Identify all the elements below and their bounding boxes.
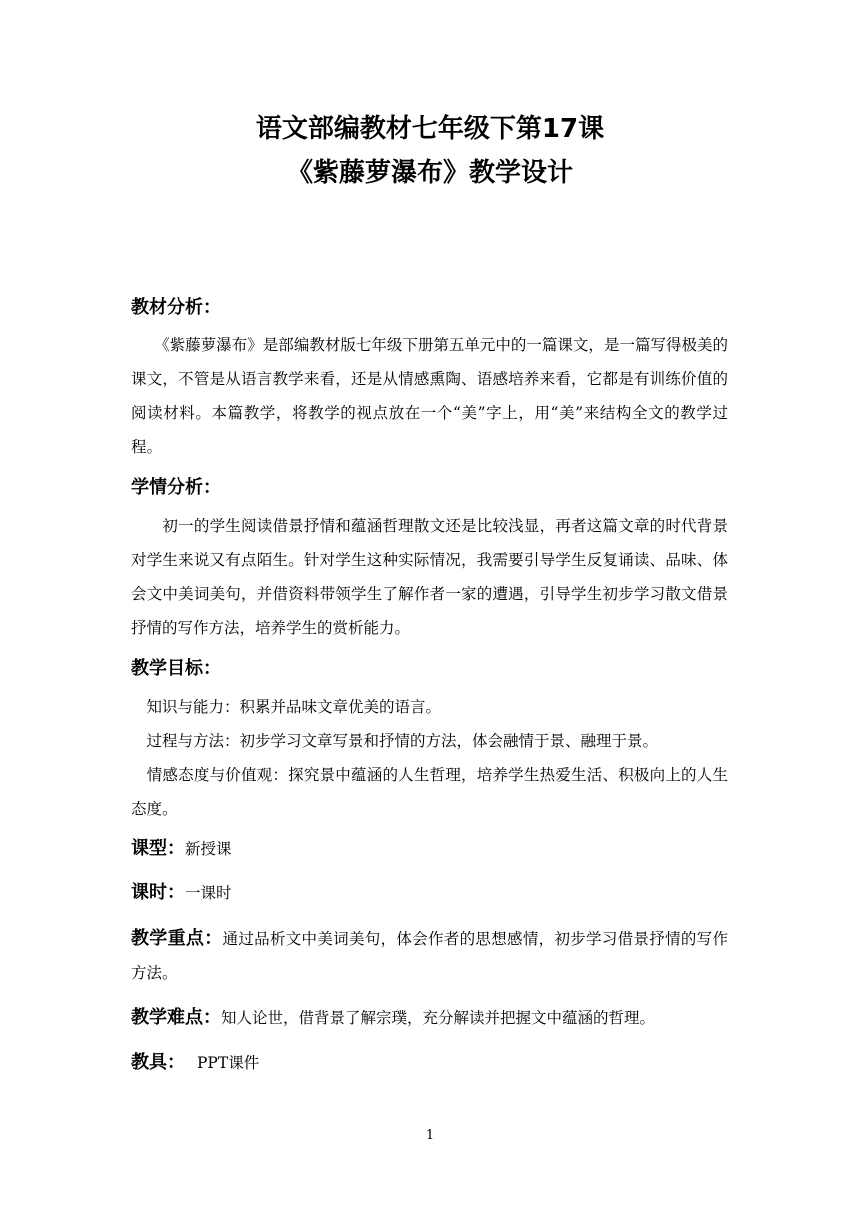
objectives-heading: 教学目标：	[131, 658, 221, 679]
student-analysis-text: 初一的学生阅读借景抒情和蕴涵哲理散文还是比较浅显，再者这篇文章的时代背景对学生来说又有点陌生。针对学生这种实际情况，我需要引导学生反复诵读、品味、体会文中美词美句，并借资料带领学生了解作者一家的遭遇，引导学生初步学习散文借景抒情的写作方法，培养学生的赏析能力。	[131, 517, 728, 637]
difficulties-value: 知人论世，借背景了解宗璞，充分解读并把握文中蕴涵的哲理。	[221, 1009, 656, 1027]
student-analysis-heading: 学情分析：	[131, 477, 221, 498]
document-title-line-1: 语文部编教材七年级下第17课	[255, 114, 605, 144]
tools-value: PPT课件	[197, 1054, 260, 1072]
difficulties-label: 教学难点：	[131, 1007, 221, 1028]
tools-label: 教具：	[131, 1052, 185, 1073]
material-analysis-text: 《紫藤萝瀑布》是部编教材版七年级下册第五单元中的一篇课文，是一篇写得极美的课文，不管是从语言教学来看，还是从情感熏陶、语感培养来看，它都是有训练价值的阅读材料。本篇教学，将教学的视点放在一个“美”字上，用“美”来结构全文的教学过程。	[131, 336, 728, 456]
document-title-line-2: 《紫藤萝瀑布》教学设计	[286, 158, 573, 188]
lesson-type-label: 课型：	[131, 838, 185, 859]
objective-process: 过程与方法：初步学习文章写景和抒情的方法，体会融情于景、融理于景。	[131, 732, 659, 750]
key-points-row	[131, 922, 728, 990]
class-hours-row	[131, 881, 232, 905]
tools-row	[131, 1051, 259, 1075]
lesson-type-value: 新授课	[185, 840, 232, 858]
page-number: 1	[425, 1128, 435, 1143]
class-hours-label: 课时：	[131, 882, 185, 903]
difficulties-row	[131, 1006, 655, 1030]
lesson-type-row	[131, 837, 232, 861]
objective-attitude: 情感态度与价值观：探究景中蕴涵的人生哲理，培养学生热爱生活、积极向上的人生态度。	[131, 766, 728, 818]
objective-knowledge: 知识与能力：积累并品味文章优美的语言。	[131, 698, 442, 716]
material-analysis-heading: 教材分析：	[131, 297, 221, 318]
class-hours-value: 一课时	[185, 884, 232, 902]
key-points-value: 通过品析文中美词美句，体会作者的思想感情，初步学习借景抒情的写作方法。	[131, 930, 728, 982]
key-points-label: 教学重点：	[131, 928, 223, 949]
